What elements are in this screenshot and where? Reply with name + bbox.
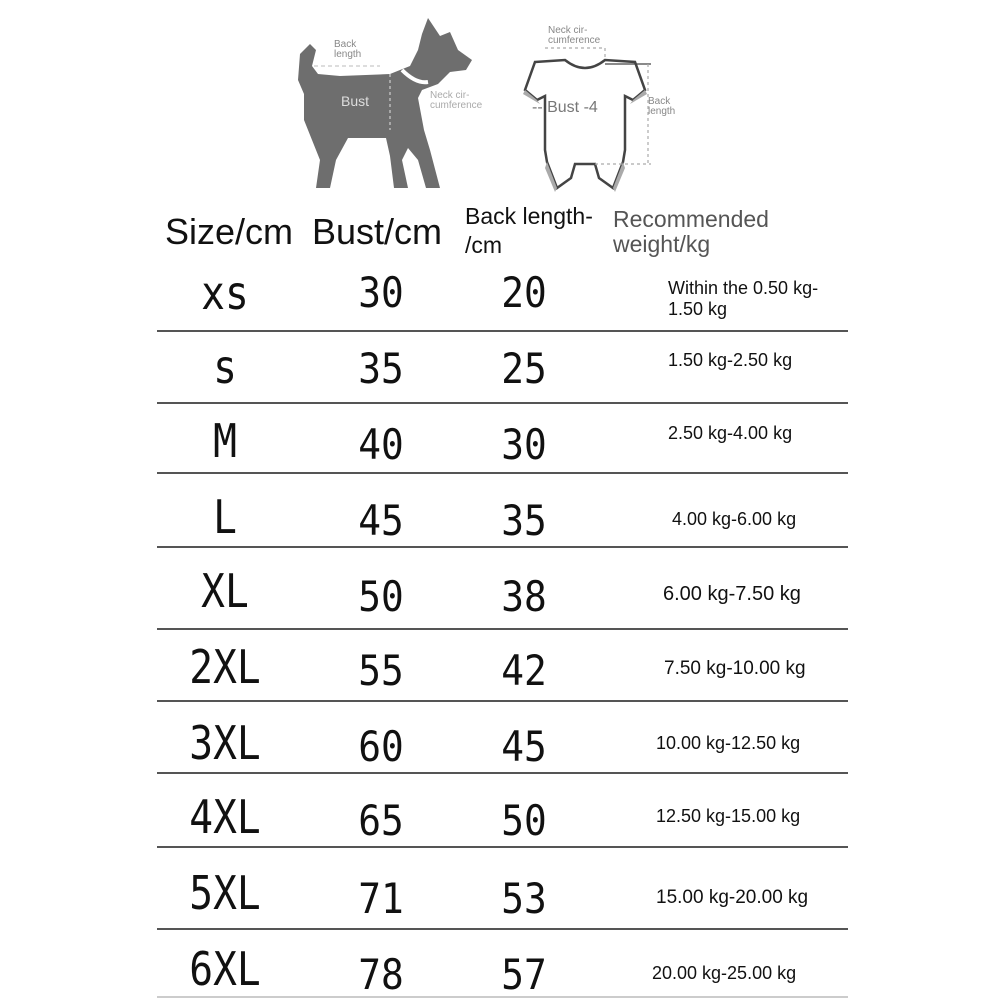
row-back-length: 20 — [501, 268, 547, 317]
row-back-length: 57 — [501, 950, 547, 999]
row-bust: 35 — [358, 344, 404, 393]
shirt-neck-label: Neck cir- cumference — [548, 25, 601, 46]
row-back-length: 35 — [501, 496, 547, 545]
row-back-length: 42 — [501, 646, 547, 695]
row-weight: 7.50 kg-10.00 kg — [664, 658, 806, 679]
row-weight: Within the 0.50 kg-1.50 kg — [668, 278, 819, 319]
row-bust: 40 — [358, 420, 404, 469]
row-divider — [157, 700, 848, 702]
row-back-length: 38 — [501, 572, 547, 621]
row-divider — [157, 772, 848, 774]
header-back-length: Back length- — [465, 203, 593, 229]
pet-shirt-outline — [495, 40, 695, 195]
row-bust: 78 — [358, 950, 404, 999]
row-size: 5XL — [189, 866, 261, 920]
row-back-length: 25 — [501, 344, 547, 393]
row-size: 6XL — [189, 942, 261, 996]
measurement-diagram — [0, 0, 1000, 200]
row-back-length: 45 — [501, 722, 547, 771]
header-size: Size/cm — [165, 211, 294, 252]
row-divider — [157, 628, 848, 630]
row-size: 2XL — [189, 640, 261, 694]
row-back-length: 53 — [501, 874, 547, 923]
row-size: xs — [201, 266, 249, 320]
row-bust: 50 — [358, 572, 404, 621]
row-weight: 20.00 kg-25.00 kg — [652, 963, 797, 983]
shirt-bust-label: -- Bust -4 — [532, 99, 598, 116]
row-weight: 6.00 kg-7.50 kg — [663, 583, 801, 605]
row-divider — [157, 330, 848, 332]
row-bust: 55 — [358, 646, 404, 695]
shirt-back-length-label: Back length — [648, 96, 676, 117]
row-bust: 60 — [358, 722, 404, 771]
row-divider — [157, 472, 848, 474]
row-back-length: 50 — [501, 796, 547, 845]
row-weight: 15.00 kg-20.00 kg — [656, 887, 809, 908]
row-divider — [157, 402, 848, 404]
row-back-length: 30 — [501, 420, 547, 469]
row-bust: 71 — [358, 874, 404, 923]
row-size: XL — [201, 564, 249, 618]
row-divider — [157, 846, 848, 848]
row-weight: 1.50 kg-2.50 kg — [668, 350, 793, 370]
row-size: L — [213, 490, 237, 544]
row-weight: 4.00 kg-6.00 kg — [672, 509, 797, 529]
header-bust: Bust/cm — [312, 211, 443, 252]
row-bust: 30 — [358, 268, 404, 317]
row-divider — [157, 928, 848, 930]
header-weight-unit: weight/kg — [613, 231, 711, 257]
row-divider — [157, 546, 848, 548]
header-weight: Recommended — [613, 206, 769, 232]
row-size: M — [213, 414, 237, 468]
row-bust: 45 — [358, 496, 404, 545]
row-bust: 65 — [358, 796, 404, 845]
row-weight: 2.50 kg-4.00 kg — [668, 423, 793, 443]
dog-neck-label: Neck cir- cumference — [430, 90, 483, 111]
row-weight: 10.00 kg-12.50 kg — [656, 733, 801, 753]
row-size: 4XL — [189, 790, 261, 844]
row-weight: 12.50 kg-15.00 kg — [656, 806, 801, 826]
row-size: 3XL — [189, 716, 261, 770]
dog-bust-label: Bust — [341, 93, 370, 109]
row-size: s — [213, 340, 237, 394]
header-back-length-unit: /cm — [465, 232, 503, 258]
row-divider — [157, 996, 848, 998]
dog-back-length-label: Back length — [334, 39, 362, 60]
